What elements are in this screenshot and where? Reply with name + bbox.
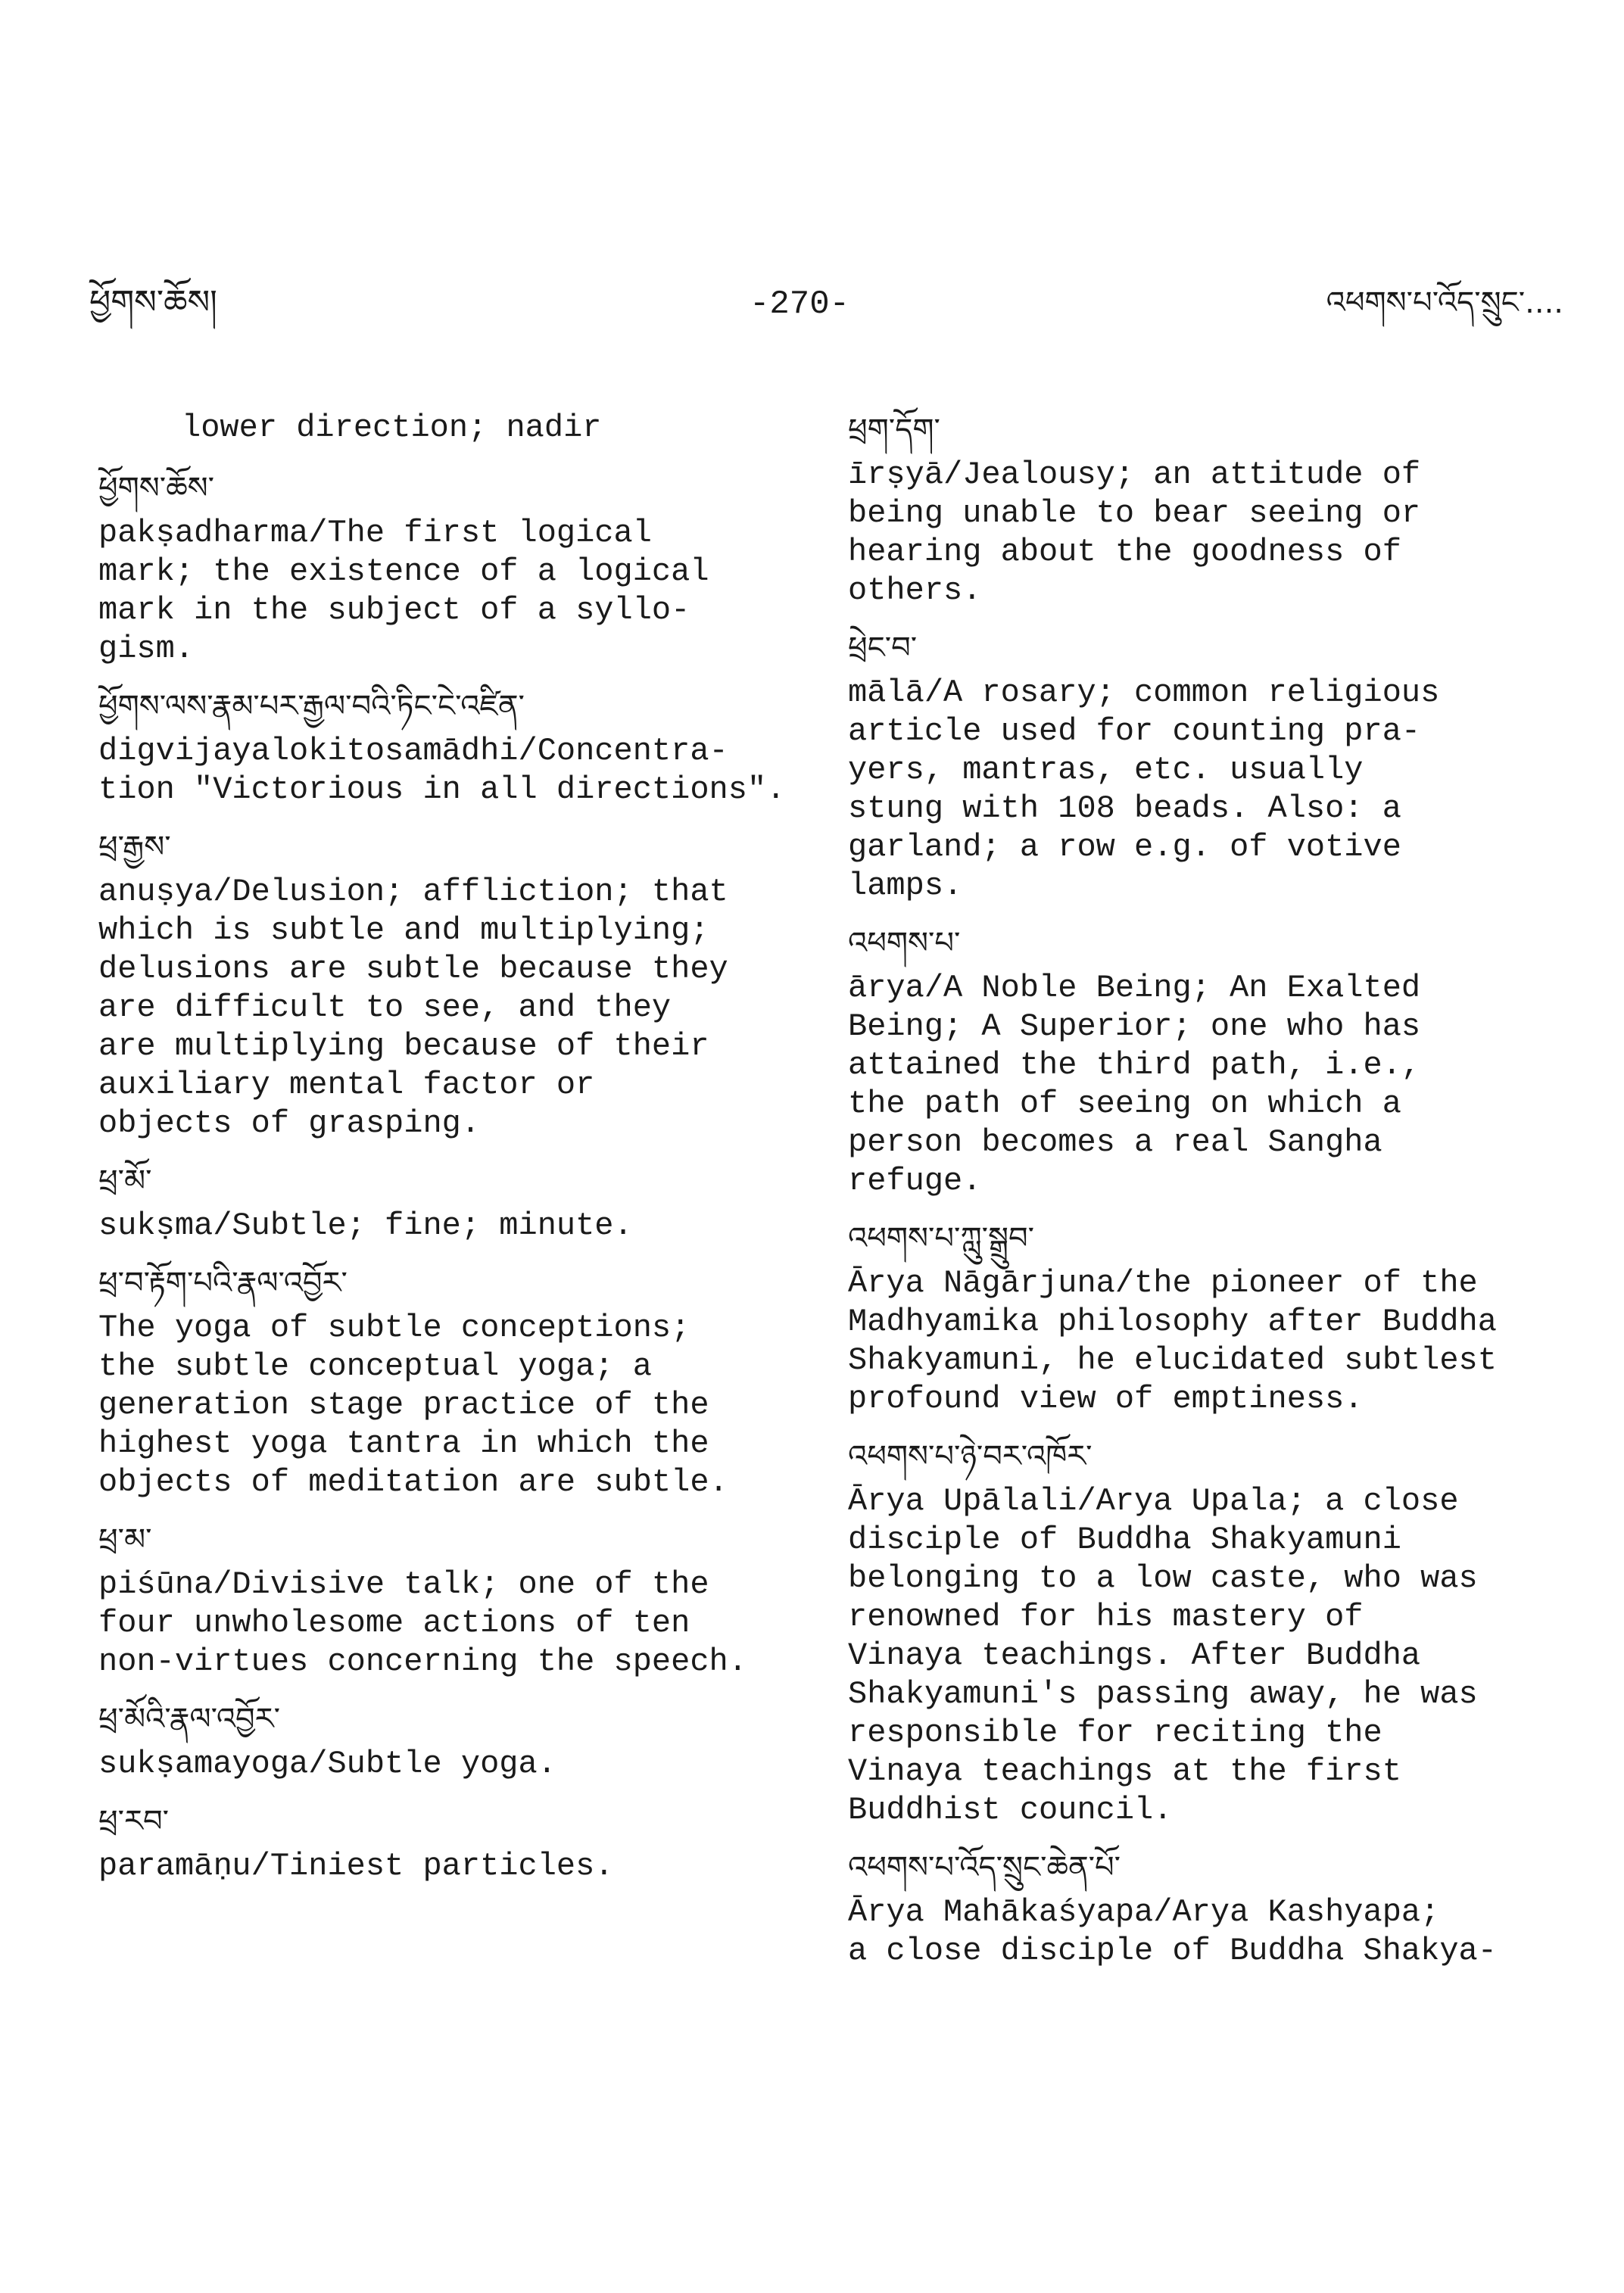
dictionary-entry: [848, 1435, 1575, 1830]
entry-definition: sukṣma/Subtle; fine; minute.: [98, 1207, 633, 1244]
header-left-term: ཕྱོགས་ཆོས།: [89, 283, 217, 322]
left-column: [98, 409, 810, 1902]
tibetan-headword: ཕྱོགས་ཆོས་: [98, 471, 215, 506]
tibetan-headword: ཕྲ་མ་: [98, 1522, 152, 1557]
entry-definition: piśūna/Divisive talk; one of the four unwholesome actions of ten non-virtues concerning the speech.: [98, 1566, 747, 1680]
entry-definition: digvijayalokitosamādhi/Concentra- tion "Victorious in all directions".: [98, 733, 786, 808]
tibetan-headword: འཕགས་པ་ཉེ་བར་འཁོར་: [848, 1439, 1093, 1474]
tibetan-headword: ཕྱོགས་ལས་རྣམ་པར་རྒྱལ་བའི་ཏིང་ངེ་འཛིན་: [98, 689, 525, 724]
right-column: [848, 409, 1575, 1987]
tibetan-headword: ཕྲ་རྒྱས་: [98, 830, 171, 865]
tibetan-headword: ཕྲ་རབ་: [98, 1804, 169, 1839]
entry-definition: īrṣyā/Jealousy; an attitude of being unable to bear seeing or hearing about the goodness of others.: [848, 456, 1421, 609]
entry-definition: mālā/A rosary; common religious article used for counting pra- yers, mantras, etc. usually stung with 108 beads. Also: a garland; a row e.g. of votive lamps.: [848, 675, 1440, 904]
dictionary-entry: [98, 826, 810, 1143]
tibetan-headword: འཕགས་པ་འོད་སྲུང་ཆེན་པོ་: [848, 1850, 1121, 1885]
entry-definition: anuṣya/Delusion; affliction; that which is subtle and multiplying; delusions are subtle because they are difficult to see, and they are multiplying because of their auxiliary mental factor or objects of grasping.: [98, 874, 728, 1142]
entry-definition: The yoga of subtle conceptions; the subtle conceptual yoga; a generation stage practice of the highest yoga tantra in which the objects of meditation are subtle.: [98, 1310, 728, 1500]
entry-definition: pakṣadharma/The first logical mark; the existence of a logical mark in the subject of a syllo- gism.: [98, 515, 709, 667]
tibetan-headword: ཕྲེང་བ་: [848, 631, 918, 665]
page-header: [0, 280, 1624, 341]
dictionary-entry: [98, 1800, 810, 1886]
dictionary-entry: [848, 1846, 1575, 1971]
dictionary-entry: [848, 627, 1575, 905]
tibetan-headword: ཕྲ་བ་རྟོག་པའི་རྣལ་འབྱོར་: [98, 1266, 348, 1301]
entry-definition: paramāṇu/Tiniest particles.: [98, 1848, 614, 1884]
dictionary-entry: [98, 1160, 810, 1245]
tibetan-headword: ཕྲ་མོའི་རྣལ་འབྱོར་: [98, 1702, 280, 1737]
dictionary-entry: [848, 409, 1575, 610]
entry-definition: Ārya Nāgārjuna/the pioneer of the Madhyamika philosophy after Buddha Shakyamuni, he elucidated subtlest profound view of emptiness.: [848, 1265, 1497, 1417]
continuation-text: lower direction; nadir: [182, 410, 602, 446]
entry-definition: sukṣamayoga/Subtle yoga.: [98, 1746, 556, 1782]
tibetan-headword: ཕྲ་མོ་: [98, 1164, 152, 1198]
dictionary-entry: [848, 922, 1575, 1201]
page-number: -270-: [750, 285, 850, 323]
tibetan-headword: འཕགས་པ་ཀླུ་སྒྲུབ་: [848, 1221, 1035, 1256]
dictionary-entry: [98, 467, 810, 668]
entry-definition: Ārya Mahākaśyapa/Arya Kashyapa; a close disciple of Buddha Shakya-: [848, 1894, 1497, 1969]
dictionary-entry: [848, 1217, 1575, 1419]
header-right-term: འཕགས་པ་འོད་སྲུང་....: [1326, 285, 1563, 320]
entry-definition: Ārya Upālali/Arya Upala; a close disciple of Buddha Shakyamuni belonging to a low caste, who was renowned for his mastery of Vinaya teachings. After Buddha Shakyamuni's passing away, he was responsible for reciting the Vinaya teachings at the first Buddhist council.: [848, 1483, 1478, 1828]
tibetan-headword: འཕགས་པ་: [848, 926, 961, 961]
dictionary-entry: [98, 1262, 810, 1502]
dictionary-entry: [98, 685, 810, 809]
dictionary-entry: [98, 1698, 810, 1784]
dictionary-entry: [98, 1519, 810, 1681]
entry-definition: ārya/A Noble Being; An Exalted Being; A Superior; one who has attained the third path, i.e., the path of seeing on which a person becomes a real Sangha refuge.: [848, 970, 1421, 1199]
tibetan-headword: ཕྲག་དོག་: [848, 413, 940, 447]
